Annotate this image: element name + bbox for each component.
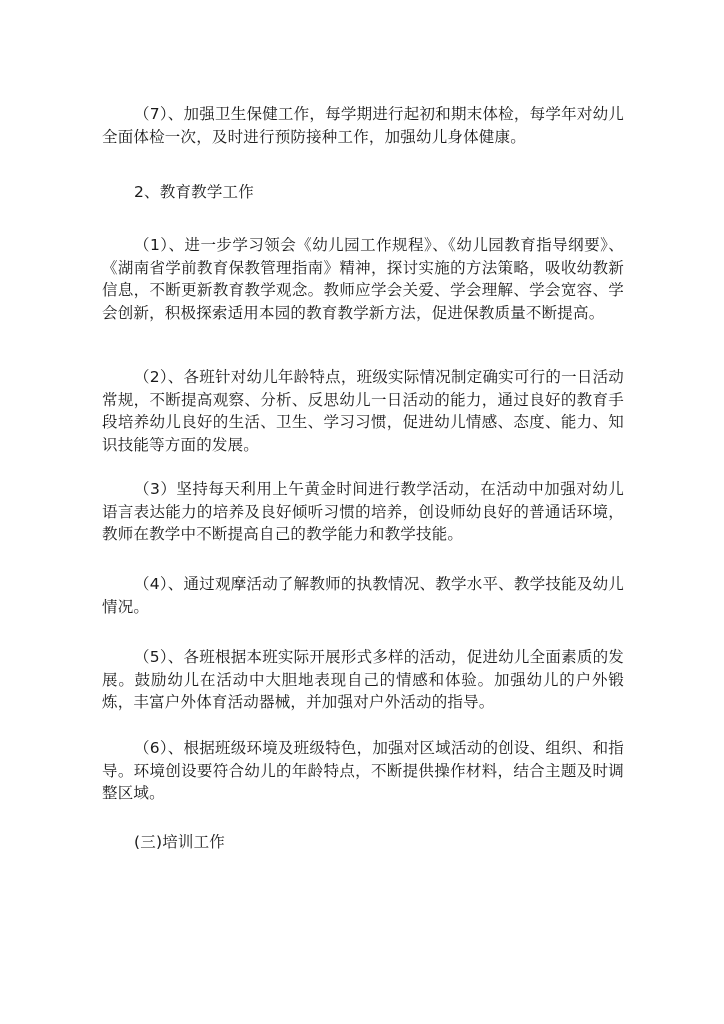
paragraph-education-6: （6）、根据班级环境及班级特色，加强对区域活动的创设、组织、和指导。环境创设要符合幼儿的年龄特点，不断提供操作材料，结合主题及时调整区域。 bbox=[102, 739, 624, 802]
paragraph-education-1: （1）、进一步学习领会《幼儿园工作规程》、《幼儿园教育指导纲要》、《湖南省学前教育保教管理指南》精神，探讨实施的方法策略，吸收幼教新信息，不断更新教育教学观念。教师应学会关爱、学会理解、学会宽容、学会创新，积极探索适用本园的教育教学新方法，促进保教质量不断提高。 bbox=[102, 236, 624, 322]
paragraph-education-4: （4）、通过观摩活动了解教师的执教情况、教学水平、教学技能及幼儿情况。 bbox=[102, 575, 624, 616]
paragraph-education-3: （3）坚持每天利用上午黄金时间进行教学活动，在活动中加强对幼儿语言表达能力的培养及良好倾听习惯的培养，创设师幼良好的普通话环境，教师在教学中不断提高自己的教学能力和教学技能。 bbox=[102, 480, 624, 543]
paragraph-education-5: （5）、各班根据本班实际开展形式多样的活动，促进幼儿全面素质的发展。鼓励幼儿在活动中大胆地表现自己的情感和体验。加强幼儿的户外锻炼，丰富户外体育活动器械，并加强对户外活动的指导。 bbox=[102, 648, 624, 711]
paragraph-health-care: （7）、加强卫生保健工作，每学期进行起初和期末体检，每学年对幼儿全面体检一次，及时进行预防接种工作，加强幼儿身体健康。 bbox=[102, 105, 624, 146]
section-heading-education: 2、教育教学工作 bbox=[134, 183, 254, 201]
paragraph-education-2: （2）、各班针对幼儿年龄特点，班级实际情况制定确实可行的一日活动常规，不断提高观察、分析、反思幼儿一日活动的能力，通过良好的教育手段培养幼儿良好的生活、卫生、学习习惯，促进幼儿情感、态度、能力、知识技能等方面的发展。 bbox=[102, 368, 624, 454]
section-heading-training: (三)培训工作 bbox=[134, 833, 225, 851]
